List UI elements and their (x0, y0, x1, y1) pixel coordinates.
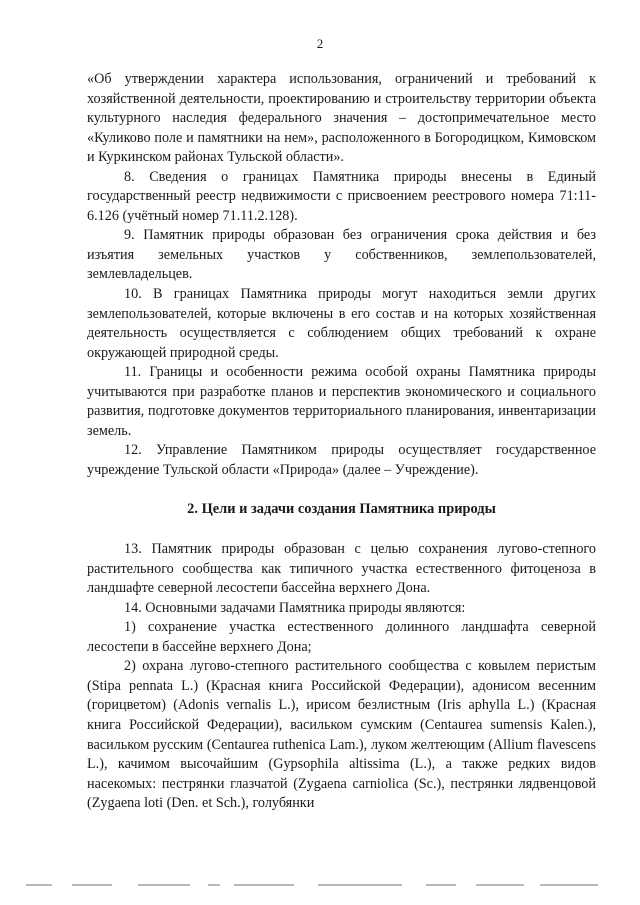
paragraph-12: 12. Управление Памятником природы осуществляет государственное учреждение Тульской области «Природа» (далее – Учреждение). (87, 442, 596, 478)
page-number: 2 (316, 36, 324, 51)
paragraph-14-item-2: 2) охрана лугово-степного растительного сообщества с ковылем перистым (Stipa pennata L.) (Красная книга Российской Федерации), адонисом весенним (горицветом) (Adonis vernalis L.), ирисом безлистным (Iris aphylla L.) (Красная книга Российской Федерации), васильком сумским (Centaurea sumensis Kalen.), васильком русским (Centaurea ruthenica Lam.), луком желтеющим (Allium flavescens L.), качимом высочайшим (Gypsophila altissima (L.), а также редких видов насекомых: пестрянки глазчатой (Zygaena carniolica (Sc.), пестрянки лядвенцовой (Zygaena loti (Den. et Sch.), голубянки (87, 658, 596, 812)
section-heading: 2. Цели и задачи создания Памятника природы (187, 501, 496, 518)
paragraph-8: 8. Сведения о границах Памятника природы внесены в Единый государственный реестр недвижимости с присвоением реестрового номера 71:11-6.126 (учётный номер 71.11.2.128). (87, 168, 596, 224)
paragraph-13: 13. Памятник природы образован с целью сохранения лугово-степного растительного сообщества как типичного участка естественного фитоценоза в ландшафте северной лесостепи бассейна верхнего Дона. (87, 541, 596, 597)
document-body (87, 70, 596, 814)
paragraph-10: 10. В границах Памятника природы могут находиться земли других землепользователей, которые включены в его состав и на которых хозяйственная деятельность осуществляется с соблюдением общих требований к охране окружающей природной среды. (87, 286, 596, 361)
paragraph-14: 14. Основными задачами Памятника природы являются: (124, 599, 466, 616)
paragraph-14-item-1: 1) сохранение участка естественного долинного ландшафта северной лесостепи в бассейне верхнего Дона; (87, 619, 596, 655)
paragraph-9: 9. Памятник природы образован без ограничения срока действия и без изъятия земельных участков у собственников, землепользователей, землевладельцев. (87, 227, 596, 283)
scan-artifact-line (20, 884, 620, 888)
paragraph-11: 11. Границы и особенности режима особой охраны Памятника природы учитываются при разработке планов и перспектив экономического и социального развития, подготовке документов территориального планирования, инвентаризации земель. (87, 364, 596, 439)
paragraph-continuation: «Об утверждении характера использования, ограничений и требований к хозяйственной деятельности, проектированию и строительству территории объекта культурного наследия федерального значения – достопримечательное место «Куликово поле и памятники на нем», расположенного в Богородицком, Кимовском и Куркинском районах Тульской области». (87, 71, 596, 166)
